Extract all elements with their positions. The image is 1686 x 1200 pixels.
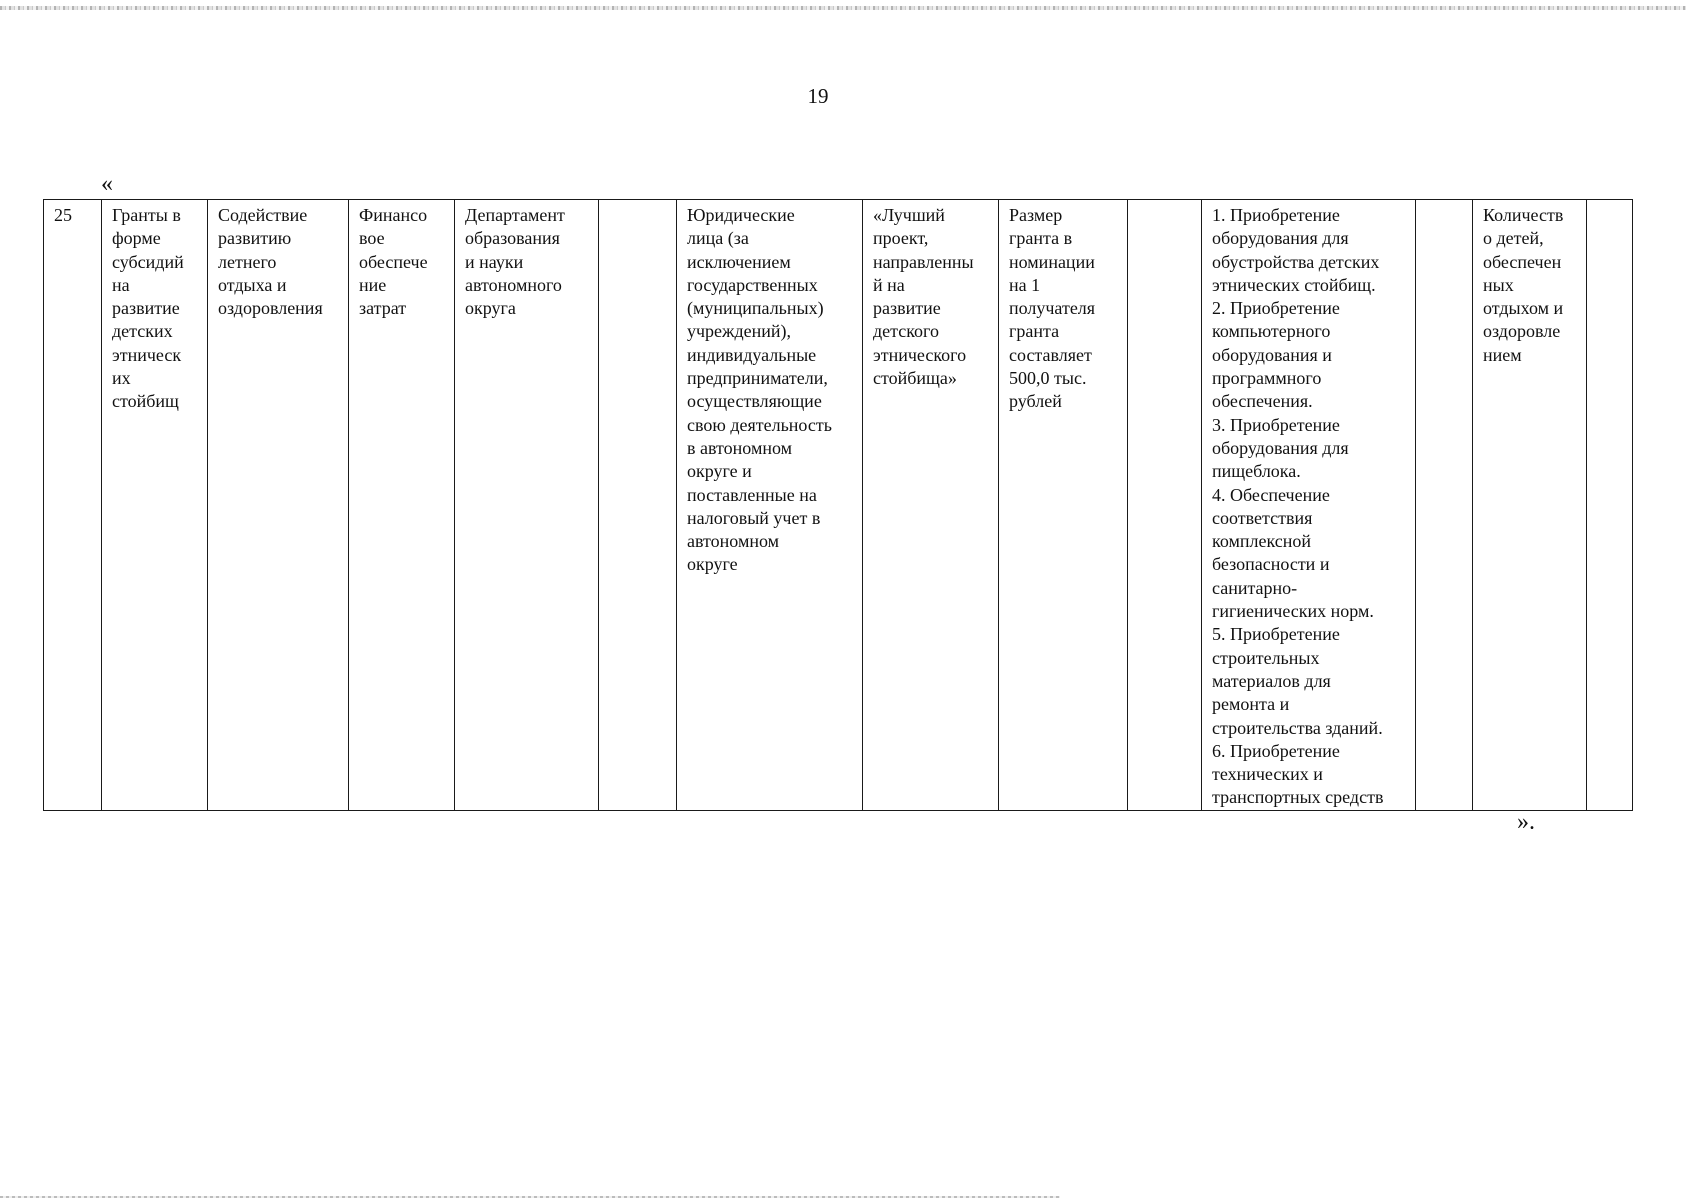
recipients-line: осуществляющие [687, 391, 822, 412]
support-type-cell [349, 200, 455, 811]
directions-line: этнических стойбищ. [1212, 274, 1376, 295]
support-type-line: затрат [359, 298, 407, 319]
grant-form-line: стойбищ [112, 391, 179, 412]
purpose-line: отдыха и [218, 274, 287, 295]
recipients-line: свою деятельность [687, 414, 832, 435]
result-indicator-line: отдыхом и [1483, 298, 1564, 319]
recipients-line: учреждений), [687, 321, 792, 342]
recipients-line: индивидуальные [687, 344, 817, 365]
opening-quote-mark: « [101, 171, 113, 197]
directions-cell [1202, 200, 1416, 811]
directions-line: комплексной [1212, 531, 1312, 552]
grant-size-line: на 1 [1009, 274, 1041, 295]
grant-form-line: Гранты в [112, 205, 181, 225]
grant-size-line: Размер [1009, 205, 1063, 225]
grant-form-line: их [112, 368, 131, 389]
nomination-line: детского [873, 321, 939, 342]
row-number: 25 [54, 205, 72, 225]
directions-line: 5. Приобретение [1212, 624, 1340, 645]
directions-line: 3. Приобретение [1212, 414, 1340, 435]
scan-edge-bottom [0, 1196, 1060, 1198]
directions-line: строительства зданий. [1212, 717, 1383, 738]
result-indicator-line: оздоровле [1483, 321, 1561, 342]
department-line: Департамент [465, 205, 565, 225]
support-type-line: вое [359, 228, 385, 249]
department-line: округа [465, 298, 516, 319]
recipients-line: лица (за [687, 228, 749, 249]
purpose-line: летнего [218, 251, 277, 272]
directions-line: пищеблока. [1212, 461, 1301, 482]
directions-line: санитарно- [1212, 577, 1298, 598]
recipients-line: предприниматели, [687, 368, 828, 389]
directions-line: оборудования для [1212, 228, 1349, 249]
support-type-line: обеспече [359, 251, 428, 272]
recipients-line: округе [687, 554, 738, 575]
grant-size-line: гранта в [1009, 228, 1073, 249]
grant-size-line: гранта [1009, 321, 1060, 342]
purpose-line: Содействие [218, 205, 308, 225]
result-indicator-line: нием [1483, 344, 1522, 365]
directions-line: 4. Обеспечение [1212, 484, 1330, 505]
support-type-line: Финансо [359, 205, 428, 225]
purpose-line: оздоровления [218, 298, 323, 319]
recipients-line: государственных [687, 274, 818, 295]
grant-form-cell [102, 200, 208, 811]
department-line: и науки [465, 251, 524, 272]
recipients-line: автономном [687, 531, 780, 552]
result-indicator-line: Количеств [1483, 205, 1564, 225]
grant-form-line: на [112, 274, 130, 295]
recipients-line: исключением [687, 251, 791, 272]
grant-form-line: развитие [112, 298, 180, 319]
empty-cell [1587, 200, 1633, 811]
directions-line: ремонта и [1212, 694, 1290, 715]
empty-cell [1416, 200, 1473, 811]
scan-edge-top [0, 6, 1686, 10]
nomination-line: й на [873, 274, 905, 295]
grant-form-line: субсидий [112, 251, 184, 272]
result-indicator-line: о детей, [1483, 228, 1544, 249]
table-row [44, 200, 1633, 811]
directions-line: обеспечения. [1212, 391, 1313, 412]
department-line: образования [465, 228, 560, 249]
directions-line: 2. Приобретение [1212, 298, 1340, 319]
department-cell [455, 200, 599, 811]
directions-line: оборудования для [1212, 437, 1349, 458]
nomination-line: этнического [873, 344, 967, 365]
recipients-line: в автономном [687, 437, 793, 458]
empty-cell [1128, 200, 1202, 811]
directions-line: безопасности и [1212, 554, 1330, 575]
grant-form-line: этническ [112, 344, 182, 365]
directions-line: компьютерного [1212, 321, 1331, 342]
directions-line: гигиенических норм. [1212, 601, 1374, 622]
grant-form-line: детских [112, 321, 173, 342]
recipients-line: поставленные на [687, 484, 817, 505]
grant-size-line: составляет [1009, 344, 1092, 365]
grant-form-line: форме [112, 228, 161, 249]
nomination-line: стойбища» [873, 368, 957, 389]
directions-line: оборудования и [1212, 344, 1332, 365]
row-number-cell [44, 200, 102, 811]
recipients-cell [677, 200, 863, 811]
grant-table [43, 199, 1633, 811]
empty-cell [599, 200, 677, 811]
result-indicator-line: обеспечен [1483, 251, 1562, 272]
directions-line: обустройства детских [1212, 251, 1380, 272]
nomination-line: «Лучший [873, 205, 945, 225]
recipients-line: налоговый учет в [687, 507, 821, 528]
purpose-cell [208, 200, 349, 811]
page-number: 19 [807, 84, 829, 108]
nomination-line: направленны [873, 251, 974, 272]
nomination-line: проект, [873, 228, 929, 249]
directions-line: соответствия [1212, 507, 1313, 528]
recipients-line: округе и [687, 461, 752, 482]
directions-line: программного [1212, 368, 1322, 389]
directions-line: строительных [1212, 647, 1320, 668]
directions-line: технических и [1212, 764, 1323, 785]
nomination-line: развитие [873, 298, 941, 319]
support-type-line: ние [359, 274, 387, 295]
grant-size-line: рублей [1009, 391, 1062, 412]
grant-size-cell [999, 200, 1128, 811]
recipients-line: (муниципальных) [687, 298, 824, 319]
closing-quote-mark: ». [1517, 809, 1535, 835]
department-line: автономного [465, 274, 562, 295]
directions-line: транспортных средств [1212, 787, 1384, 808]
directions-line: 1. Приобретение [1212, 205, 1340, 225]
result-indicator-cell [1473, 200, 1587, 811]
grant-size-line: 500,0 тыс. [1009, 368, 1087, 389]
directions-line: материалов для [1212, 670, 1331, 691]
result-indicator-line: ных [1483, 274, 1514, 295]
recipients-line: Юридические [687, 205, 795, 225]
directions-line: 6. Приобретение [1212, 740, 1340, 761]
grant-size-line: номинации [1009, 251, 1095, 272]
nomination-cell [863, 200, 999, 811]
purpose-line: развитию [218, 228, 292, 249]
grant-size-line: получателя [1009, 298, 1096, 319]
